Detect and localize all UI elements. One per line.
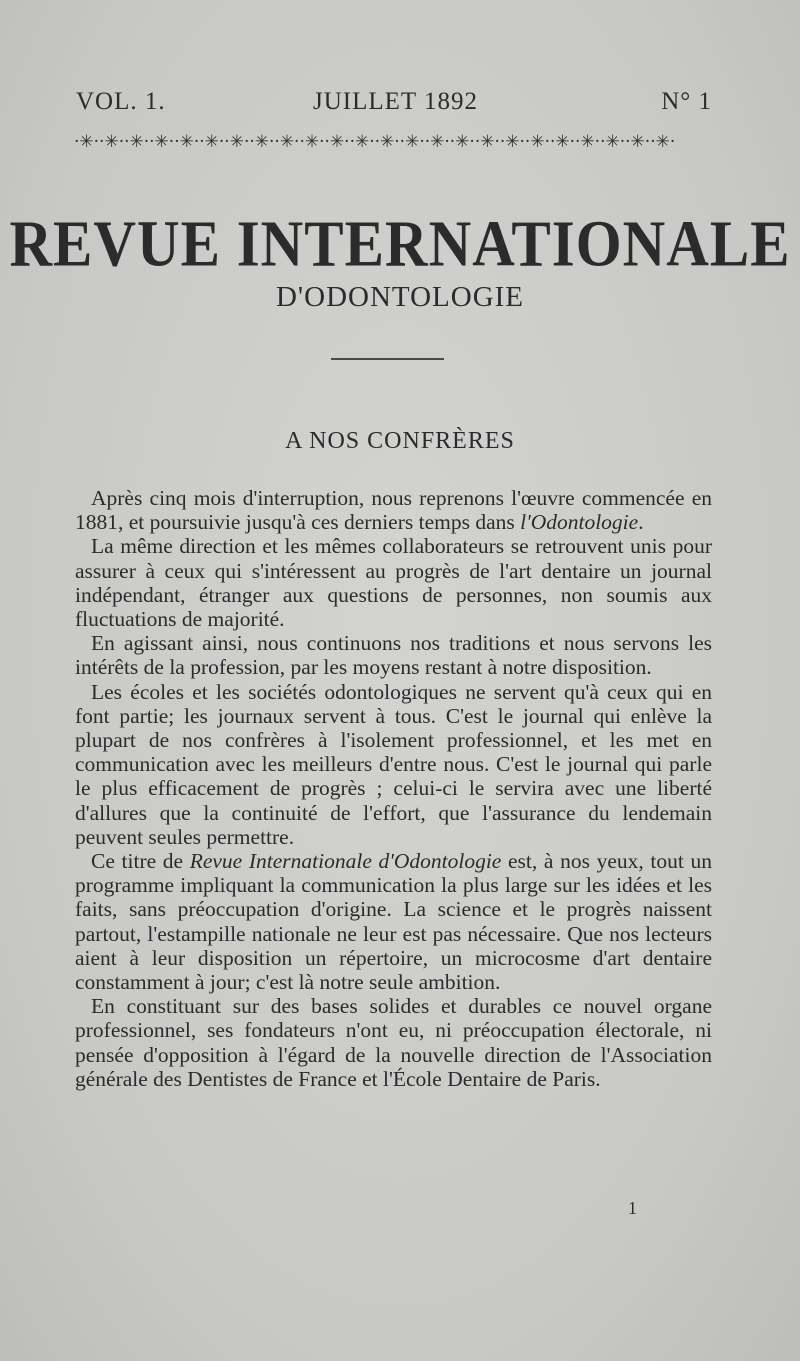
page-number: 1 xyxy=(628,1198,637,1218)
journal-subtitle: D'ODONTOLOGIE xyxy=(275,281,525,313)
ornamental-border: ·✳··✳··✳··✳··✳··✳··✳··✳··✳··✳··✳··✳··✳··✳··✳··✳··✳··✳··✳··✳··✳··✳··✳··✳· xyxy=(74,132,676,152)
divider-rule xyxy=(331,358,444,360)
paragraph: La même direction et les mêmes collaborateurs se retrouvent unis pour assurer à ceux qui s'intéressent au progrès de l'art dentaire un journal indépendant, étranger aux questions de personnes, non soumis aux fluctuations de majorité. xyxy=(75,534,712,632)
paragraph: En constituant sur des bases solides et durables ce nouvel organe professionnel, ses fondateurs n'ont eu, ni préoccupation électorale, ni pensée d'opposition à l'égard de la nouvelle direction de l'Association générale des Dentistes de France et l'École Dentaire de Paris. xyxy=(75,994,712,1091)
paragraph-text: . xyxy=(638,510,644,535)
issue-date: JUILLET 1892 xyxy=(313,88,478,115)
paragraph-text: Ce titre de xyxy=(91,849,190,874)
paragraph-text: Après cinq mois d'interruption, nous reprenons l'œuvre commencée en 1881, et poursuivie jusqu'à ces derniers temps dans xyxy=(75,486,712,535)
journal-title: REVUE INTERNATIONALE xyxy=(9,206,791,281)
journal-reference: Revue Internationale d'Odontologie xyxy=(189,849,502,874)
volume-label: VOL. 1. xyxy=(76,88,166,115)
running-header xyxy=(76,88,712,120)
paragraph: Les écoles et les sociétés odontologiques ne servent qu'à ceux qui en font partie; les journaux servent à tous. C'est le journal qui enlève la plupart de nos confrères à l'isolement professionnel, et les met en communication avec les meilleurs d'entre nous. C'est le journal qui parle le plus efficacement de progrès ; celui-ci le servira avec une liberté d'allures que la continuité de l'effort, que l'assurance du lendemain peuvent seules permettre. xyxy=(75,679,712,849)
paragraph xyxy=(75,486,712,534)
paragraph-text: est, à nos yeux, tout un programme impliquant la communication la plus large sur les idées et les faits, sans préoccupation d'origine. La science et le progrès naissent partout, l'estampille nationale ne leur est pas nécessaire. Que nos lecteurs aient à leur disposition un répertoire, un microcosme d'art dentaire constamment à jour; c'est là notre seule ambition. xyxy=(75,849,712,995)
article-body xyxy=(75,486,712,1091)
journal-reference: l'Odontologie xyxy=(520,510,639,535)
paragraph xyxy=(75,849,712,994)
issue-number: N° 1 xyxy=(661,88,712,115)
paragraph: En agissant ainsi, nous continuons nos traditions et nous servons les intérêts de la profession, par les moyens restant à notre disposition. xyxy=(75,631,712,680)
section-title: A NOS CONFRÈRES xyxy=(285,428,515,454)
